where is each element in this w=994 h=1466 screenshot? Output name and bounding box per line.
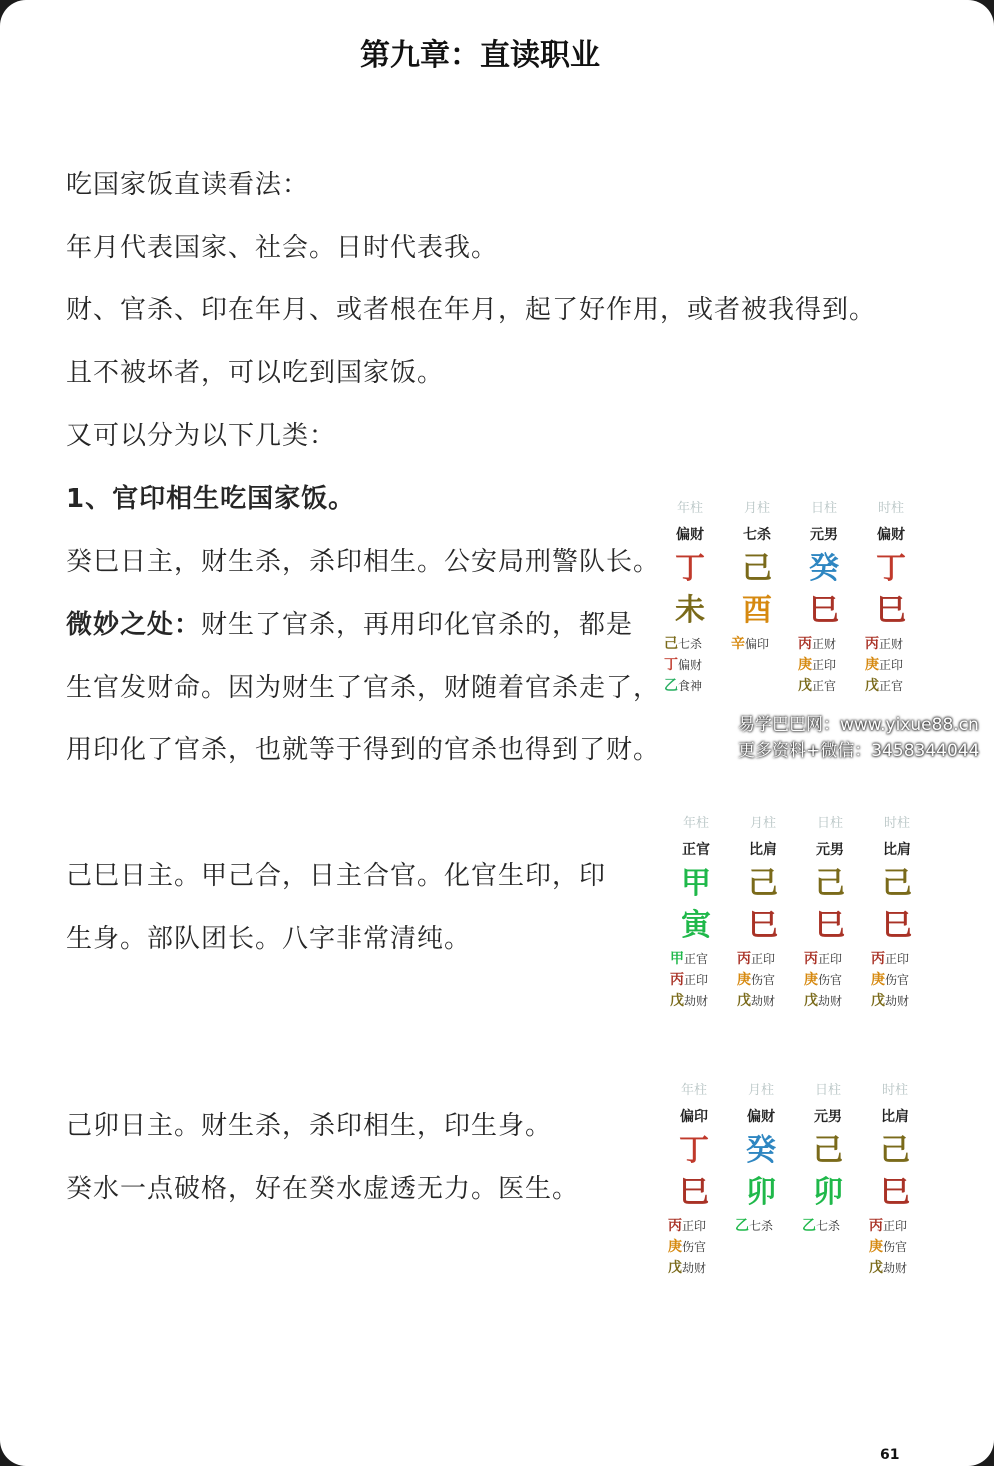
hidden-stem-row	[664, 634, 720, 655]
hidden-stem-god: 正印	[751, 952, 776, 966]
hidden-stem-row	[670, 949, 726, 970]
hidden-stem-god: 正官	[879, 679, 904, 693]
hidden-stem-char: 庚	[869, 1239, 883, 1255]
hidden-stem-god: 正印	[818, 952, 843, 966]
ten-god-label: 偏财	[877, 527, 905, 543]
case1-line	[66, 604, 633, 641]
earthly-branch: 卯	[813, 1175, 843, 1210]
hidden-stem-row	[804, 949, 860, 970]
pillar-column	[867, 811, 927, 1012]
hidden-stem-god: 劫财	[684, 994, 709, 1008]
heavenly-stem: 己	[882, 866, 912, 901]
heavenly-stem: 丁	[876, 551, 906, 586]
ten-god-label: 偏财	[676, 527, 704, 543]
hidden-stem-char: 庚	[737, 972, 751, 988]
hidden-stem-char: 乙	[664, 678, 678, 694]
heavenly-stem: 己	[815, 866, 845, 901]
pillar-name: 年柱	[676, 501, 703, 516]
hidden-stem-god: 正印	[682, 1219, 707, 1233]
ten-god-label: 元男	[810, 527, 838, 543]
case2-line: 己巳日主。甲己合，日主合官。化官生印，印	[66, 861, 607, 891]
hidden-stem-god: 伤官	[883, 1240, 908, 1254]
hidden-stems	[664, 1216, 724, 1279]
hidden-stem-god: 偏印	[745, 637, 770, 651]
pillar-name: 月柱	[747, 1083, 774, 1098]
pillar-column	[666, 811, 726, 1012]
hidden-stem-char: 戊	[668, 1260, 682, 1276]
hidden-stem-row	[737, 970, 793, 991]
pillar-name: 时柱	[883, 816, 910, 831]
pillar-name: 日柱	[814, 1083, 841, 1098]
hidden-stem-row	[668, 1216, 724, 1237]
hidden-stem-char: 丙	[798, 636, 812, 652]
ten-god-label: 偏财	[747, 1109, 775, 1125]
hidden-stem-god: 劫财	[818, 994, 843, 1008]
pillar-name: 日柱	[810, 501, 837, 516]
hidden-stem-god: 七杀	[678, 637, 703, 651]
hidden-stem-row	[668, 1237, 724, 1258]
pillar-name: 时柱	[881, 1083, 908, 1098]
section-heading: 1、官印相生吃国家饭。	[66, 484, 356, 514]
hidden-stem-char: 庚	[865, 657, 879, 673]
heavenly-stem: 己	[748, 866, 778, 901]
hidden-stem-char: 戊	[871, 993, 885, 1009]
hidden-stem-row	[869, 1216, 925, 1237]
hidden-stems	[660, 634, 720, 697]
intro-line: 财、官杀、印在年月、或者根在年月，起了好作用，或者被我得到。	[66, 295, 877, 325]
hidden-stem-god: 七杀	[749, 1219, 774, 1233]
hidden-stem-god: 正财	[879, 637, 904, 651]
pillar-name: 月柱	[749, 816, 776, 831]
ten-god-label: 比肩	[749, 842, 777, 858]
hidden-stems	[794, 634, 854, 697]
hidden-stem-char: 甲	[670, 951, 684, 967]
case1-line: 癸巳日主，财生杀，杀印相生。公安局刑警队长。	[66, 547, 661, 577]
hidden-stem-char: 丁	[664, 657, 678, 673]
hidden-stem-char: 戊	[869, 1260, 883, 1276]
chapter-title: 第九章：直读职业	[360, 38, 600, 73]
earthly-branch: 巳	[679, 1175, 709, 1210]
hidden-stem-char: 丙	[804, 951, 818, 967]
hidden-stem-row	[804, 970, 860, 991]
case3-line: 己卯日主。财生杀，杀印相生，印生身。	[66, 1111, 553, 1141]
ten-god-label: 偏印	[680, 1109, 708, 1125]
hidden-stem-row	[865, 676, 921, 697]
pillar-name: 年柱	[682, 816, 709, 831]
ten-god-label: 元男	[816, 842, 844, 858]
hidden-stem-god: 伤官	[751, 973, 776, 987]
earthly-branch: 巳	[876, 593, 906, 628]
hidden-stem-god: 劫财	[883, 1261, 908, 1275]
hidden-stem-row	[871, 949, 927, 970]
heavenly-stem: 己	[813, 1133, 843, 1168]
pillar-name: 时柱	[877, 501, 904, 516]
hidden-stem-char: 辛	[731, 636, 745, 652]
hidden-stem-char: 丙	[865, 636, 879, 652]
hidden-stems	[731, 1216, 791, 1237]
hidden-stem-row	[802, 1216, 858, 1237]
case1-line-rest: 财生了官杀，再用印化官杀的，都是	[201, 610, 634, 640]
case1-line: 生官发财命。因为财生了官杀，财随着官杀走了，	[66, 673, 661, 703]
hidden-stems	[867, 949, 927, 1012]
hidden-stems	[798, 1216, 858, 1237]
hidden-stem-char: 戊	[798, 678, 812, 694]
heavenly-stem: 甲	[681, 866, 711, 901]
intro-line: 且不被坏者，可以吃到国家饭。	[66, 358, 445, 388]
hidden-stem-god: 伤官	[818, 973, 843, 987]
hidden-stem-god: 正官	[812, 679, 837, 693]
earthly-branch: 卯	[746, 1175, 776, 1210]
hidden-stem-god: 伤官	[682, 1240, 707, 1254]
heavenly-stem: 己	[880, 1133, 910, 1168]
hidden-stem-god: 正官	[684, 952, 709, 966]
heavenly-stem: 癸	[809, 551, 839, 586]
highlight-label: 微妙之处：	[66, 610, 202, 640]
pillar-column	[861, 496, 921, 697]
heavenly-stem: 癸	[746, 1133, 776, 1168]
hidden-stem-char: 丙	[869, 1218, 883, 1234]
hidden-stem-god: 劫财	[751, 994, 776, 1008]
pillar-column	[794, 496, 854, 697]
heavenly-stem: 丁	[679, 1133, 709, 1168]
earthly-branch: 未	[675, 593, 705, 628]
case3-line: 癸水一点破格，好在癸水虚透无力。医生。	[66, 1174, 580, 1204]
earthly-branch: 巳	[809, 593, 839, 628]
pillar-name: 日柱	[816, 816, 843, 831]
hidden-stem-row	[871, 991, 927, 1012]
pillar-column	[733, 811, 793, 1012]
hidden-stem-god: 正印	[879, 658, 904, 672]
hidden-stem-char: 丙	[737, 951, 751, 967]
hidden-stem-char: 庚	[668, 1239, 682, 1255]
hidden-stem-char: 丙	[871, 951, 885, 967]
hidden-stem-row	[869, 1258, 925, 1279]
hidden-stem-god: 七杀	[816, 1219, 841, 1233]
pillar-column	[664, 1078, 724, 1279]
hidden-stem-god: 伤官	[885, 973, 910, 987]
pillar-column	[660, 496, 720, 697]
pillar-name: 年柱	[680, 1083, 707, 1098]
hidden-stems	[800, 949, 860, 1012]
earthly-branch: 酉	[742, 593, 772, 628]
hidden-stem-row	[664, 655, 720, 676]
hidden-stem-char: 丙	[670, 972, 684, 988]
hidden-stem-row	[865, 634, 921, 655]
pillar-column	[731, 1078, 791, 1237]
ten-god-label: 比肩	[883, 842, 911, 858]
pillar-column	[727, 496, 787, 655]
hidden-stem-god: 正印	[883, 1219, 908, 1233]
hidden-stem-god: 正印	[812, 658, 837, 672]
pillar-column	[800, 811, 860, 1012]
hidden-stem-char: 乙	[802, 1218, 816, 1234]
hidden-stem-row	[798, 676, 854, 697]
hidden-stem-row	[798, 655, 854, 676]
pillar-name: 月柱	[743, 501, 770, 516]
hidden-stem-god: 正财	[812, 637, 837, 651]
case1-line: 用印化了官杀，也就等于得到的官杀也得到了财。	[66, 735, 661, 765]
hidden-stem-row	[737, 991, 793, 1012]
hidden-stem-row	[871, 970, 927, 991]
hidden-stem-char: 庚	[871, 972, 885, 988]
hidden-stem-char: 乙	[735, 1218, 749, 1234]
hidden-stems	[861, 634, 921, 697]
hidden-stem-god: 劫财	[682, 1261, 707, 1275]
hidden-stem-god: 劫财	[885, 994, 910, 1008]
hidden-stems	[727, 634, 787, 655]
heavenly-stem: 丁	[675, 551, 705, 586]
earthly-branch: 巳	[882, 908, 912, 943]
intro-line: 又可以分为以下几类：	[66, 421, 337, 451]
ten-god-label: 正官	[682, 842, 710, 858]
watermark-line: 更多资料+微信：3458344044	[738, 741, 980, 761]
hidden-stem-row	[670, 970, 726, 991]
hidden-stem-row	[804, 991, 860, 1012]
hidden-stem-row	[865, 655, 921, 676]
hidden-stem-char: 己	[664, 636, 678, 652]
hidden-stem-row	[668, 1258, 724, 1279]
hidden-stems	[733, 949, 793, 1012]
hidden-stem-god: 食神	[678, 679, 703, 693]
hidden-stem-row	[670, 991, 726, 1012]
hidden-stem-char: 戊	[737, 993, 751, 1009]
hidden-stem-row	[735, 1216, 791, 1237]
intro-line: 吃国家饭直读看法：	[66, 170, 310, 200]
ten-god-label: 七杀	[743, 527, 771, 543]
hidden-stem-char: 丙	[668, 1218, 682, 1234]
hidden-stems	[666, 949, 726, 1012]
earthly-branch: 巳	[748, 908, 778, 943]
ten-god-label: 元男	[814, 1109, 842, 1125]
hidden-stem-row	[737, 949, 793, 970]
watermark-line: 易学巴巴网：www.yixue88.cn	[738, 715, 979, 735]
intro-line: 年月代表国家、社会。日时代表我。	[66, 233, 499, 263]
earthly-branch: 巳	[880, 1175, 910, 1210]
hidden-stem-char: 戊	[865, 678, 879, 694]
hidden-stem-god: 偏财	[678, 658, 703, 672]
hidden-stem-row	[664, 676, 720, 697]
hidden-stem-char: 戊	[804, 993, 818, 1009]
hidden-stem-row	[731, 634, 787, 655]
heavenly-stem: 己	[742, 551, 772, 586]
pillar-column	[798, 1078, 858, 1237]
ten-god-label: 比肩	[881, 1109, 909, 1125]
case2-line: 生身。部队团长。八字非常清纯。	[66, 924, 472, 954]
hidden-stems	[865, 1216, 925, 1279]
hidden-stem-god: 正印	[684, 973, 709, 987]
hidden-stem-row	[869, 1237, 925, 1258]
page-number: 61	[880, 1447, 900, 1463]
hidden-stem-row	[798, 634, 854, 655]
earthly-branch: 巳	[815, 908, 845, 943]
hidden-stem-char: 庚	[804, 972, 818, 988]
hidden-stem-god: 正印	[885, 952, 910, 966]
earthly-branch: 寅	[681, 908, 711, 943]
hidden-stem-char: 戊	[670, 993, 684, 1009]
pillar-column	[865, 1078, 925, 1279]
hidden-stem-char: 庚	[798, 657, 812, 673]
